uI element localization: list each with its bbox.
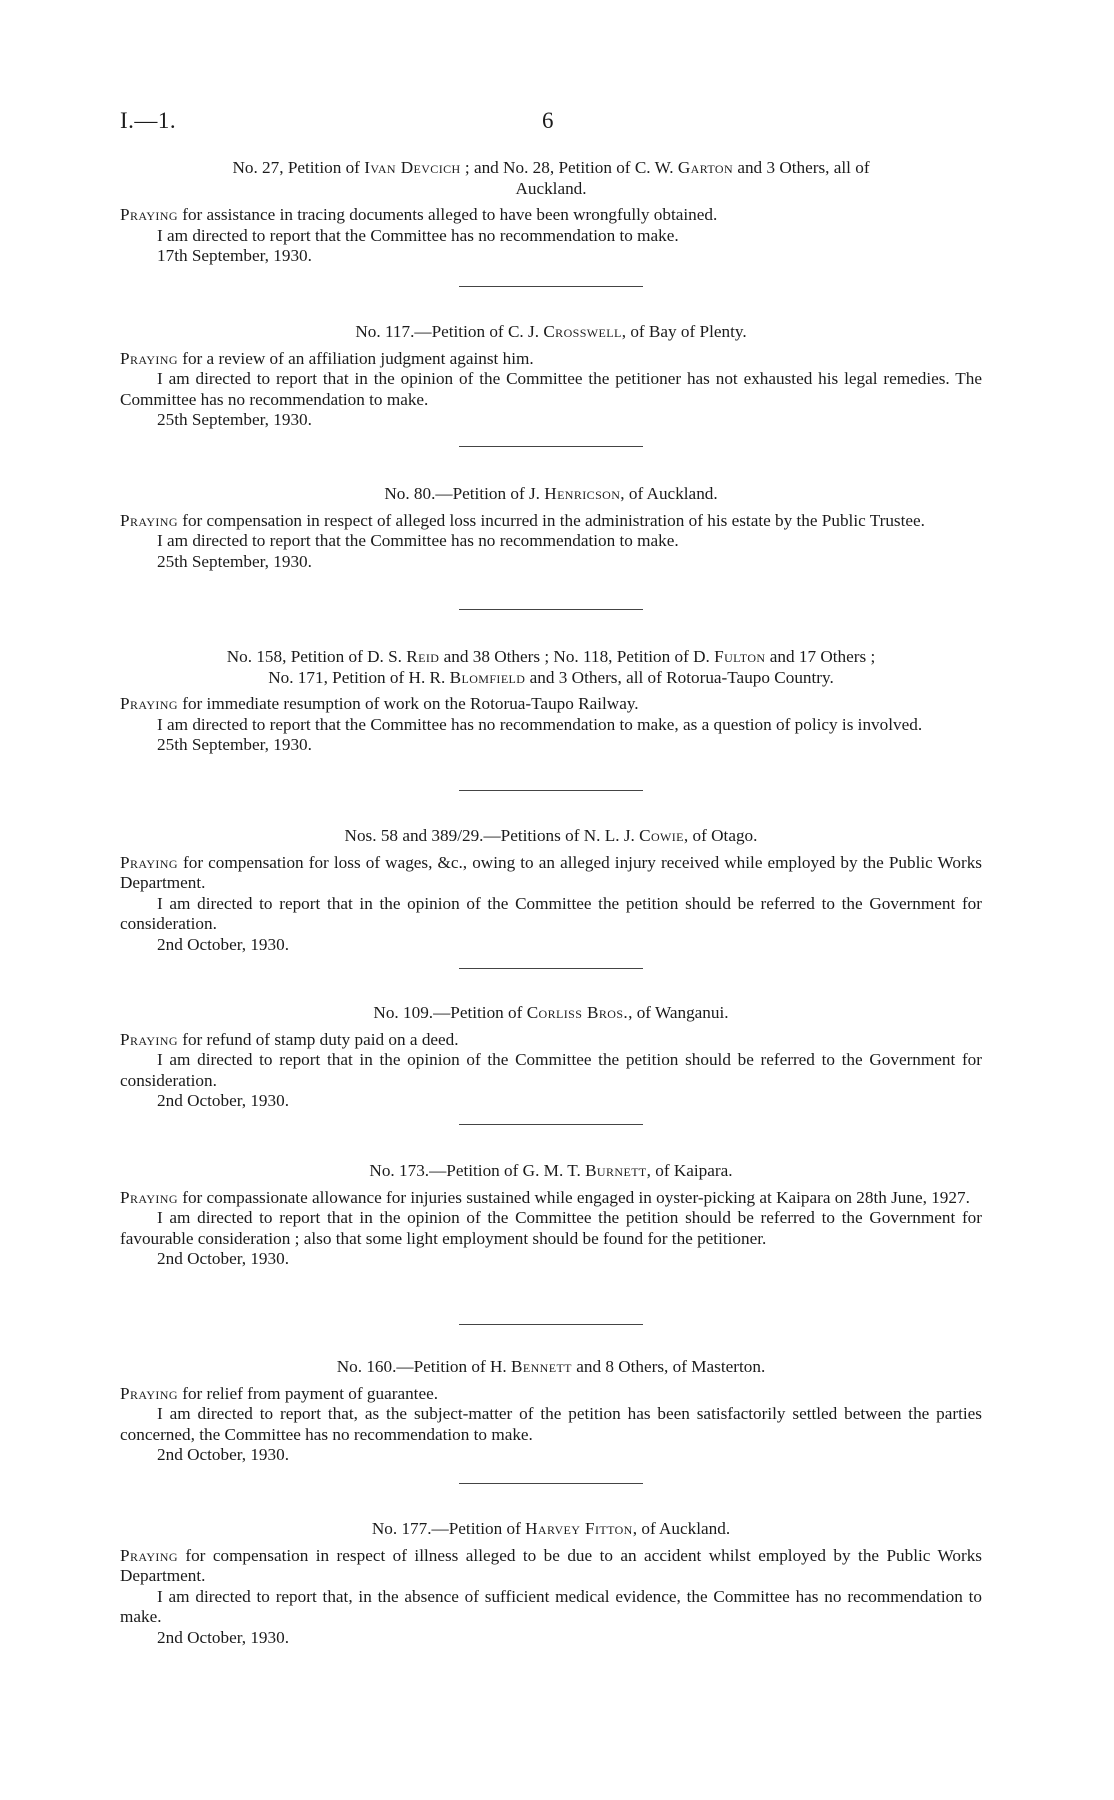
report-paragraph: I am directed to report that the Committee has no recommendation to make, as a question of policy is involved. xyxy=(157,714,923,734)
petition-title-line xyxy=(120,1357,982,1378)
praying-text: for a review of an affiliation judgment against him. xyxy=(177,348,534,368)
petition-title xyxy=(120,158,982,199)
petitioner-name: Burnett xyxy=(585,1161,647,1180)
title-text: Auckland. xyxy=(515,178,587,198)
petition-title-line xyxy=(120,668,982,689)
title-text: , of Kaipara. xyxy=(646,1161,733,1180)
report-date: 2nd October, 1930. xyxy=(157,1091,290,1110)
report-paragraph: I am directed to report that in the opinion of the Committee the petitioner has not exhausted his legal remedies. The Committee has no recommendation to make. xyxy=(120,369,982,409)
title-text: , of Auckland. xyxy=(632,1519,731,1538)
praying-label: Praying xyxy=(120,1187,178,1207)
report-date: 2nd October, 1930. xyxy=(157,1627,290,1647)
section-divider xyxy=(459,609,643,610)
petition-section xyxy=(120,1357,982,1466)
section-divider xyxy=(459,1124,643,1125)
report-date: 25th September, 1930. xyxy=(157,735,312,754)
report-paragraph: I am directed to report that the Committee has no recommendation to make. xyxy=(157,225,679,245)
title-text: No. 27, Petition of xyxy=(232,158,365,177)
title-text: No. 117.—Petition of C. J. xyxy=(355,322,544,341)
praying-text: for assistance in tracing documents alleged to have been wrongfully obtained. xyxy=(177,205,718,224)
title-text: and 38 Others ; No. 118, Petition of D. xyxy=(439,647,715,666)
petition-title xyxy=(120,1161,982,1182)
petitioner-name: Ivan Devcich xyxy=(364,158,461,177)
petition-title-line xyxy=(120,179,982,200)
praying-paragraph xyxy=(120,349,982,370)
title-text: No. 80.—Petition of J. xyxy=(384,484,545,503)
page-number: 6 xyxy=(542,108,554,133)
petitioner-name: Cowie xyxy=(639,826,684,845)
petition-section xyxy=(120,1003,982,1112)
section-divider xyxy=(459,286,643,287)
petition-section xyxy=(120,322,982,431)
petition-title xyxy=(120,1519,982,1540)
praying-text: for compassionate allowance for injuries sustained while engaged in oyster-picking at Kaipara on 28th June, 1927. xyxy=(177,1187,970,1207)
title-text: ; and No. 28, Petition of C. W. xyxy=(460,158,678,177)
section-divider xyxy=(459,1324,643,1325)
petition-title-line xyxy=(120,1003,982,1024)
section-divider xyxy=(459,968,643,969)
title-text: No. 109.—Petition of xyxy=(373,1003,527,1022)
praying-label: Praying xyxy=(120,852,178,872)
title-text: No. 160.—Petition of H. xyxy=(336,1357,511,1376)
petitioner-name: Bennett xyxy=(511,1357,572,1376)
petition-title-line xyxy=(120,647,982,668)
title-text: No. 171, Petition of H. R. xyxy=(268,667,450,687)
title-text: , of Wanganui. xyxy=(628,1003,729,1022)
title-text: and 3 Others, all of xyxy=(733,158,870,177)
petition-title xyxy=(120,322,982,343)
petition-section xyxy=(120,826,982,955)
petitioner-name: Reid xyxy=(406,647,440,666)
praying-paragraph xyxy=(120,1546,982,1587)
petitioner-name: Fulton xyxy=(714,647,766,666)
praying-label: Praying xyxy=(120,348,178,368)
praying-text: for compensation in respect of alleged loss incurred in the administration of his estate by the Public Trustee. xyxy=(177,510,925,530)
praying-label: Praying xyxy=(120,205,178,224)
report-date: 2nd October, 1930. xyxy=(157,1249,290,1268)
report-date: 25th September, 1930. xyxy=(157,551,312,571)
title-text: and 3 Others, all of Rotorua-Taupo Country. xyxy=(525,667,834,687)
report-date: 2nd October, 1930. xyxy=(157,934,290,954)
report-paragraph: I am directed to report that in the opinion of the Committee the petition should be referred to the Government for favourable consideration ; also that some light employment should be found for the petitioner. xyxy=(120,1208,982,1248)
praying-text: for immediate resumption of work on the Rotorua-Taupo Railway. xyxy=(177,694,639,713)
petition-title-line xyxy=(120,826,982,847)
report-date: 25th September, 1930. xyxy=(157,410,312,429)
praying-paragraph xyxy=(120,511,982,532)
report-date: 2nd October, 1930. xyxy=(157,1445,290,1464)
praying-paragraph xyxy=(120,205,982,226)
petition-title xyxy=(120,484,982,505)
report-paragraph: I am directed to report that the Committee has no recommendation to make. xyxy=(157,531,679,550)
report-paragraph: I am directed to report that in the opinion of the Committee the petition should be referred to the Government for consideration. xyxy=(120,893,982,933)
section-divider xyxy=(459,790,643,791)
praying-label: Praying xyxy=(120,1383,178,1403)
praying-text: for relief from payment of guarantee. xyxy=(177,1383,439,1403)
petition-title-line xyxy=(120,1519,982,1540)
title-text: No. 173.—Petition of G. M. T. xyxy=(369,1161,586,1180)
petition-section xyxy=(120,1519,982,1648)
title-text: , of Otago. xyxy=(683,826,758,845)
petition-title xyxy=(120,647,982,688)
section-divider xyxy=(459,446,643,447)
title-text: No. 158, Petition of D. S. xyxy=(226,647,407,666)
petitioner-name: Blomfield xyxy=(449,667,526,687)
petition-section xyxy=(120,484,982,572)
petitioner-name: Harvey Fitton xyxy=(525,1519,633,1538)
title-text: No. 177.—Petition of xyxy=(371,1519,526,1538)
praying-text: for compensation for loss of wages, &c., owing to an alleged injury received while employed by the Public Works Department. xyxy=(120,852,982,892)
petition-section xyxy=(120,1161,982,1270)
praying-paragraph xyxy=(120,1188,982,1209)
petitioner-name: Corliss Bros. xyxy=(526,1003,629,1022)
title-text: and 8 Others, of Masterton. xyxy=(571,1357,766,1376)
report-date: 17th September, 1930. xyxy=(157,246,312,265)
petition-title xyxy=(120,1003,982,1024)
title-text: , of Auckland. xyxy=(620,484,718,503)
petition-title xyxy=(120,826,982,847)
praying-label: Praying xyxy=(120,1029,178,1049)
praying-label: Praying xyxy=(120,1545,178,1565)
title-text: Nos. 58 and 389/29.—Petitions of N. L. J. xyxy=(344,826,640,845)
praying-label: Praying xyxy=(120,694,178,713)
praying-label: Praying xyxy=(120,510,178,530)
report-paragraph: I am directed to report that, in the absence of sufficient medical evidence, the Committee has no recommendation to make. xyxy=(120,1586,982,1626)
title-text: and 17 Others ; xyxy=(765,647,876,666)
petition-title-line xyxy=(120,484,982,505)
praying-text: for refund of stamp duty paid on a deed. xyxy=(177,1029,459,1049)
petitioner-name: Crosswell xyxy=(543,322,622,341)
page-header-code: I.—1. xyxy=(120,108,177,133)
praying-text: for compensation in respect of illness alleged to be due to an accident whilst employed by the Public Works Department. xyxy=(120,1545,982,1585)
praying-paragraph xyxy=(120,853,982,894)
section-divider xyxy=(459,1483,643,1484)
title-text: , of Bay of Plenty. xyxy=(621,322,747,341)
praying-paragraph xyxy=(120,1384,982,1405)
petition-section xyxy=(120,158,982,267)
petition-section xyxy=(120,647,982,756)
petitioner-name: Henricson xyxy=(544,484,621,503)
report-paragraph: I am directed to report that, as the subject-matter of the petition has been satisfactorily settled between the parties concerned, the Committee has no recommendation to make. xyxy=(120,1404,982,1444)
petition-title-line xyxy=(120,1161,982,1182)
petition-title-line xyxy=(120,322,982,343)
report-paragraph: I am directed to report that in the opinion of the Committee the petition should be referred to the Government for consideration. xyxy=(120,1050,982,1090)
petition-title-line xyxy=(120,158,982,179)
petitioner-name: Garton xyxy=(677,158,734,177)
praying-paragraph xyxy=(120,694,982,715)
petition-title xyxy=(120,1357,982,1378)
praying-paragraph xyxy=(120,1030,982,1051)
